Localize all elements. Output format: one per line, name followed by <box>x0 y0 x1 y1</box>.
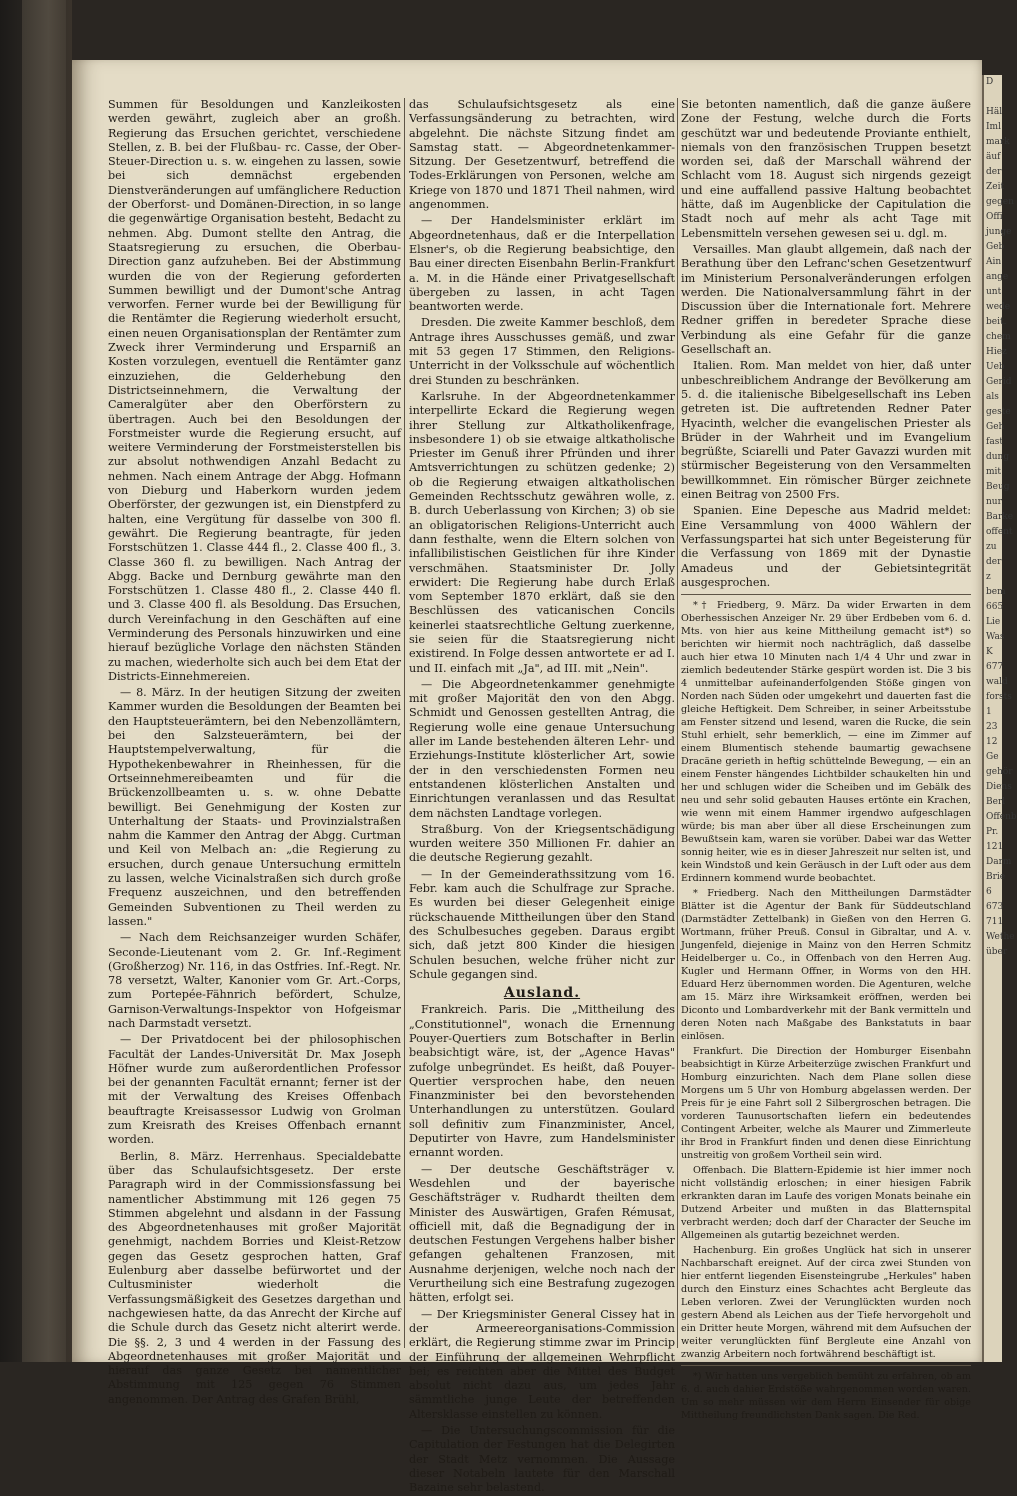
facing-page-fragment: Zeit <box>986 182 1005 192</box>
facing-page-fragment: wede <box>986 302 1011 312</box>
article-paragraph: — In der Gemeinderathssitzung vom 16. Febr. kam auch die Schulfrage zur Sprache. Es wurden bei dieser Gelegenheit einige rückschauende Mittheilungen über den Stand des Schulbesuches gegeben. Daraus ergibt sich, daß jetzt 800 Kinder die hiesigen Schulen besuchen, welche früher nicht zur Schule gegangen sind. <box>409 867 675 981</box>
facing-page-fragment: forsts <box>986 692 1012 702</box>
facing-page-fragment: Hiez <box>986 347 1007 357</box>
facing-page-fragment: ange <box>986 272 1009 282</box>
article-paragraph: Offenbach. Die Blattern-Epidemie ist hier immer noch nicht vollständig erloschen; in einer hiesigen Fabrik erkrankten daran im Laufe des vorigen Monats beinahe ein Dutzend Arbeiter und mußten in das Blatternspital verbracht werden; doch darf der Character der Seuche im Allgemeinen als gutartig bezeichnet werden. <box>681 1165 971 1242</box>
facing-page-fragment: als <box>986 392 999 402</box>
article-paragraph: Versailles. Man glaubt allgemein, daß nach der Berathung über den Lefranc'schen Gesetzentwurf im Ministerium Personalveränderungen erfolgen werden. Die Nationalversammlung fährt in der Discussion über die Internationale fort. Mehrere Redner griffen in beredeter Sprache diese Verbindung als eine Gefahr für die ganze Gesellschaft an. <box>681 242 971 357</box>
facing-page-fragment: geste <box>986 407 1011 417</box>
article-paragraph: — Die Abgeordnetenkammer genehmigte mit großer Majorität den von den Abgg. Schmidt und Genossen gestellten Antrag, die Regierung wolle eine genaue Untersuchung aller im Lande bestehenden älteren Lehr- und Erziehungs-Institute klösterlicher Art, sowie der in den verschiedensten Formen neu entstandenen klösterlichen Anstalten und Einrichtungen veranlassen und das Resultat dem nächsten Landtage vorlegen. <box>409 677 675 820</box>
facing-page-fragment: Was <box>986 632 1005 642</box>
facing-page-fragment: offent <box>986 527 1013 537</box>
facing-page-fragment: Beug <box>986 482 1010 492</box>
facing-page-fragment: bem <box>986 587 1006 597</box>
facing-page-fragment: Offi <box>986 212 1003 222</box>
article-paragraph: — Der deutsche Geschäftsträger v. Wesdehlen und der bayerische Geschäftsträger v. Rudhardt theilten dem Minister des Auswärtigen, Grafen Rémusat, officiell mit, daß die Begnadigung der in deutschen Festungen Vergehens halber bisher gefangen gehaltenen Franzosen, mit Ausnahme derjenigen, welche noch nach der Verurtheilung sich eine Bestrafung zugezogen hätten, erfolgt sei. <box>409 1162 675 1305</box>
article-paragraph: Karlsruhe. In der Abgeordnetenkammer interpellirte Eckard die Regierung wegen ihrer Stellung zur Altkatholikenfrage, insbesondere 1) ob sie etwaige altkatholische Priester im Genuß ihrer Pfründen und ihrer Amtsverrichtungen zu schützen gedenke; 2) ob die Regierung etwaigen altkatholischen Gemeinden Rechtsschutz gewähren wolle, z. B. durch Ueberlassung von Kirchen; 3) ob sie an obligatorischen Religions-Unterricht auch dann festhalte, wenn die Eltern solchen von infallibilistischen Geistlichen für ihre Kinder verschmähen. Staatsminister Dr. Jolly erwidert: Die Regierung habe durch Erlaß vom September 1870 erklärt, daß sie den Beschlüssen des vaticanischen Concils keinerlei staatsrechtliche Geltung zuerkenne, sie seien für die Staatsregierung nicht existirend. In Folge dessen antwortete er ad I. und II. einfach mit „Ja", ad III. mit „Nein". <box>409 389 675 675</box>
newspaper-page <box>72 60 982 1495</box>
article-paragraph: Hachenburg. Ein großes Unglück hat sich in unserer Nachbarschaft ereignet. Auf der circa zwei Stunden von hier entfernt liegenden Eisensteingrube „Herkules" haben durch den Einsturz eines Schachtes acht Bergleute das Leben verloren. Zwei der Verunglückten wurden noch gestern Abend als Leichen aus der Tiefe hervorgeholt und ein Dritter heute Morgen, während mit dem Aufsuchen der weiter verunglückten fünf Bergleute eine Anzahl von zwanzig Arbeitern noch fortwährend beschäftigt ist. <box>681 1245 971 1361</box>
facing-page-fragment: 677 <box>986 662 1004 672</box>
facing-page-fragment: Häl <box>986 107 1003 117</box>
facing-page-fragment: Brie <box>986 872 1006 882</box>
article-paragraph: Sie betonten namentlich, daß die ganze äußere Zone der Festung, welche durch die Forts geschützt war und bedeutende Proviante enthielt, niemals von den französischen Truppen besetzt worden sei, daß der Marschall während der Schlacht vom 18. August sich nirgends gezeigt und eine auffallend passive Haltung beobachtet hätte, daß im Augenblicke der Capitulation die Stadt noch auf mehr als acht Tage mit Lebensmitteln versehen gewesen sei u. dgl. m. <box>681 98 971 240</box>
facing-page-fragment: junge <box>986 227 1012 237</box>
facing-page-fragment: 6 <box>986 887 992 897</box>
facing-page-fragment: Lie <box>986 617 1001 627</box>
facing-page-fragment: der <box>986 167 1002 177</box>
article-paragraph: — 8. März. In der heutigen Sitzung der zweiten Kammer wurden die Besoldungen der Beamten bei den Hauptsteuerämtern, bei den Nebenzollämtern, bei den Salzsteuerämtern, bei der Hauptstempelverwaltung, für die Hypothekenbewahrer in Rheinhessen, für die Ortseinnehmereibeamten und für die Brückenzollbeamten u. s. w. ohne Debatte bewilligt. Bei Genehmigung der Kosten zur Unterhaltung der Staats- und Provinzialstraßen nahm die Kammer den Antrag der Abgg. Curtman und Keil von Melbach an: „die Regierung zu ersuchen, durch genaue Untersuchung ermitteln zu lassen, welche Vicinalstraßen sich durch große Frequenz auszeichnen, und den betreffenden Gemeinden Subventionen zu Theil werden zu lassen." <box>108 686 401 928</box>
facing-page-fragment: Diens <box>986 782 1012 792</box>
facing-page-fragment: über <box>986 947 1008 957</box>
facing-page-fragment: Iml <box>986 122 1001 132</box>
facing-page-fragment: gehör <box>986 767 1013 777</box>
facing-page-fragment: 673 <box>986 902 1004 912</box>
article-paragraph: Frankreich. Paris. Die „Mittheilung des „Constitutionnel", wonach die Ernennung Pouyer-Quertiers zum Botschafter in Berlin beabsichtigt wäre, ist, der „Agence Havas" zufolge unbegründet. Es heißt, daß Pouyer-Quertier versprochen habe, den neuen Finanzminister bei den bevorstehenden Unterhandlungen zu unterstützen. Goulard soll definitiv zum Finanzminister, Ancel, Deputirter von Havre, zum Handelsminister ernannt worden. <box>409 1003 675 1160</box>
facing-page-fragment: gegen <box>986 197 1014 207</box>
column-3 <box>681 98 972 1422</box>
column-2 <box>409 98 675 1495</box>
facing-page-fragment: fast <box>986 437 1003 447</box>
facing-page-fragment: mit <box>986 467 1002 477</box>
facing-page-fragment: Geh <box>986 422 1005 432</box>
facing-page-fragment: äuf <box>986 152 1001 162</box>
facing-page-fragment: Geb <box>986 242 1005 252</box>
article-paragraph: — Der Privatdocent bei der philosophischen Facultät der Landes-Universität Dr. Max Joseph Höfner wurde zum außerordentlichen Professor bei der genannten Facultät ernannt; ferner ist der mit der Verwaltung des Kreises Offenbach beauftragte Kreisassessor Ludwig von Grolman zum Kreisrath des Kreises Offenbach ernannt worden. <box>108 1033 401 1147</box>
facing-page-fragment: mark <box>986 137 1010 147</box>
column-rule <box>404 98 405 1348</box>
facing-page-fragment: 1 <box>986 707 992 717</box>
facing-page-fragment: Wethe <box>986 932 1015 942</box>
facing-page-fragment: 665 <box>986 602 1004 612</box>
facing-page-fragment: 12 <box>986 737 998 747</box>
article-paragraph: Dresden. Die zweite Kammer beschloß, dem Antrage ihres Ausschusses gemäß, und zwar mit 53 gegen 17 Stimmen, den Religions-Unterricht in der Volksschule auf wöchentlich drei Stunden zu beschränken. <box>409 316 675 387</box>
footnote: *) Wir hatten uns vergeblich bemüht zu erfahren, ob am 6. d. auch dahier Erdstöße wahrgenommen worden waren. Um so mehr müssen wir dem Herrn Einsender für obige Mittheilung freundlichsten Dank sagen. Die Red. <box>681 1371 971 1422</box>
facing-page-fragment: Darm <box>986 857 1012 867</box>
article-paragraph: — Nach dem Reichsanzeiger wurden Schäfer, Seconde-Lieutenant vom 2. Gr. Inf.-Regiment (Großherzog) Nr. 116, in das Ostfries. Inf.-Regt. Nr. 78 versetzt, Walter, Kanonier vom Gr. Art.-Corps, zum Portepée-Fähnrich befördert, Schulze, Garnison-Verwaltungs-Inspektor von Hofgeismar nach Darmstadt versetzt. <box>108 931 401 1030</box>
article-paragraph: Spanien. Eine Depesche aus Madrid meldet: Eine Versammlung von 4000 Wählern der Verfassungspartei hat sich unter Begeisterung für die Verfassung von 1869 mit der Dynastie Amadeus und der Gebietsintegrität ausgesprochen. <box>681 504 971 589</box>
section-heading: Ausland. <box>503 985 581 1002</box>
article-paragraph: * Friedberg. Nach den Mittheilungen Darmstädter Blätter ist die Agentur der Bank für Süddeutschland (Darmstädter Zettelbank) in Gießen von den Herren G. Wortmann, früher Preuß. Consul in Gibraltar, und A. v. Jungenfeld, diejenige in Mainz von den Herren Schmitz Heidelberger u. Co., in Offenbach von den Herren Aug. Kugler und Hermann Offner, in Worms von den HH. Eduard Herz übernommen worden. Die Agenturen, welche am 15. März ihre Wirksamkeit eröffnen, werden bei Diconto und Lombardverkehr mit der Bank vermitteln und deren Noten nach Maßgabe des Bankstatuts in baar einlösen. <box>681 888 971 1043</box>
facing-page-fragment: Pr. <box>986 827 999 837</box>
column-1 <box>108 98 401 1406</box>
facing-page-fragment: Barke <box>986 512 1014 522</box>
facing-page-fragment: Gerid <box>986 377 1012 387</box>
facing-page-fragment: K <box>986 647 993 657</box>
facing-page-fragment: Berl <box>986 797 1006 807</box>
article-paragraph: Frankfurt. Die Direction der Homburger Eisenbahn beabsichtigt in Kürze Arbeiterzüge zwischen Frankfurt und Homburg einzurichten. Nach dem Plane sollen diese Morgens um 5 Uhr von Homburg abgelassen werden. Der Preis für je eine Fahrt soll 2 Silbergroschen betragen. Die vorderen Taunusortschaften liefern ein bedeutendes Contingent Arbeiter, welche als Maurer und Zimmerleute ihr Brod in Frankfurt finden und denen diese Einrichtung unstreitig von großem Vortheil sein wird. <box>681 1046 972 1162</box>
article-paragraph: *† Friedberg, 9. März. Da wider Erwarten in dem Oberhessischen Anzeiger Nr. 29 über Erdbeben vom 6. d. Mts. von hier aus keine Mittheilung gemacht ist*) so berichten wir hiermit noch nachträglich, daß dasselbe auch hier etwa 10 Minuten nach 1/4 4 Uhr und zwar in ziemlich bedeutender Stärke gespürt worden ist. Die 3 bis 4 unmittelbar aufeinanderfolgenden Stöße gingen von Norden nach Süden oder umgekehrt und dauerten fast die gleiche Heftigkeit. Dem Schreiber, in seiner Arbeitsstube am Fenster sitzend und lesend, waren die Rucke, die sein Stuhl erhielt, sehr bemerklich, — eine im Zimmer auf einem Blumentisch stehende baumartig gewachsene Dracäne gerieth in heftig schüttelnde Bewegung, — ein an einem Fenster hängendes Lichtbilder schaukelten hin und her und schlugen wider die Scheiben und im Gebälk des neu und sehr solid gebauten Hauses ertönte ein Krachen, wie wenn mit einem Hammer irgendwo aufgeschlagen würde; bis man aber über all diese Erscheinungen zum Bewußtsein kam, waren sie vorüber. Dabei war das Wetter sonnig heiter, wie es in dieser Jahreszeit nur selten ist, und kein Windstoß und kein Geräusch in der Luft oder aus dem Erdinnern kommend wurde beobachtet. <box>681 600 971 885</box>
facing-page-fragment: nur <box>986 497 1002 507</box>
facing-page-fragment: 121 <box>986 842 1004 852</box>
horizontal-rule <box>681 594 971 595</box>
facing-page-fragment: 23 <box>986 722 998 732</box>
article-paragraph: Italien. Rom. Man meldet von hier, daß unter unbeschreiblichem Andrange der Bevölkerung am 5. d. die italienische Bibelgesellschaft ins Leben getreten ist. Die auftretenden Redner Pater Hyacinth, welcher die evangelischen Priester als Brüder in der Wahrheit und im Evangelium begrüßte, Sciarelli und Pater Gavazzi wurden mit stürmischer Begeisterung von den Versammelten bewillkommnet. Ein römischer Bürger zeichnete einen Beitrag von 2500 Frs. <box>681 359 971 502</box>
column-rule <box>677 98 678 1348</box>
facing-page-fragment: Ain <box>986 257 1002 267</box>
facing-page-fragment: z <box>986 572 991 582</box>
facing-page-fragment: wald <box>986 677 1008 687</box>
facing-page-edge <box>982 75 1017 1362</box>
article-paragraph: das Schulaufsichtsgesetz als eine Verfassungsänderung zu betrachten, wird abgelehnt. Die nächste Sitzung findet am Samstag statt. — Abgeordnetenkammer-Sitzung. Der Gesetzentwurf, betreffend die Todes-Erklärungen von Personen, welche am Kriege von 1870 und 1871 Theil nahmen, wird angenommen. <box>409 98 675 212</box>
book-board-edge <box>22 0 66 1362</box>
facing-page-fragment: dung <box>986 452 1010 462</box>
article-paragraph: Berlin, 8. März. Herrenhaus. Specialdebatte über das Schulaufsichtsgesetz. Der erste Paragraph wird in der Commissionsfassung bei namentlicher Abstimmung mit 126 gegen 75 Stimmen abgelehnt und alsdann in der Fassung des Abgeordnetenhauses mit großer Majorität genehmigt, nachdem Borries und Kleist-Retzow gegen das Gesetz gesprochen hatten, Graf Eulenburg aber dasselbe befürwortet und der Cultusminister wiederholt die Verfassungsmäßigkeit des Gesetzes dargethan und nachgewiesen hatte, da das Anrecht der Kirche auf die Schule durch das Gesetz nicht alterirt werde. Die §§. 2, 3 und 4 werden in der Fassung des Abgeordnetenhauses mit großer Majorität und hierauf das ganze Gesetz bei namentlicher Abstimmung mit 125 gegen 76 Stimmen angenommen. Der Antrag des Grafen Brühl, <box>108 1149 401 1406</box>
facing-page-fragment: D <box>986 77 994 87</box>
article-paragraph: — Der Handelsminister erklärt im Abgeordnetenhaus, daß er die Interpellation Elsner's, ob die Regierung beabsichtige, den Bau einer directen Eisenbahn Berlin-Frankfurt a. M. in die Hände einer Privatgesellschaft übergeben zu lassen, in acht Tagen beantworten werde. <box>409 214 675 314</box>
horizontal-rule <box>681 1365 971 1366</box>
article-paragraph: Straßburg. Von der Kriegsentschädigung wurden weitere 350 Millionen Fr. dahier an die deutsche Regierung gezahlt. <box>409 822 675 865</box>
facing-page-fragment: Offenb <box>986 812 1017 822</box>
facing-page-fragment: 711 <box>986 917 1004 927</box>
facing-page-fragment: beit. <box>986 317 1007 327</box>
facing-page-fragment: Ge <box>986 752 999 762</box>
facing-page-fragment: chem <box>986 332 1011 342</box>
facing-page-fragment <box>984 90 1002 105</box>
facing-page-fragment: Ueb <box>986 362 1005 372</box>
facing-page-fragment: unt <box>986 287 1002 297</box>
article-paragraph: — Der Kriegsminister General Cissey hat in der Armeereorganisations-Commission erklärt, die Regierung stimme zwar im Princip der Einführung der allgemeinen Wehrpflicht bei; es reichten aber die Mittel des Budget absolut nicht dazu aus, um jedes Jahr sämmtliche junge Leute der betreffenden Altersklasse einstellen zu können. <box>409 1307 675 1421</box>
facing-page-fragment: der <box>986 557 1002 567</box>
facing-page-fragment: zu <box>986 542 997 552</box>
article-paragraph: — Die Untersuchungscommission für die Capitulation der Festungen hat die Delegirten der Stadt Metz vernommen. Die Aussage dieser Notabeln lautete für den Marschall Bazaine sehr belastend. <box>409 1424 675 1495</box>
article-paragraph: Summen für Besoldungen und Kanzleikosten werden gewährt, zugleich aber an großh. Regierung das Ersuchen gerichtet, verschiedene Stellen, z. B. bei der Flußbau- rc. Casse, der Ober-Steuer-Direction u. s. w. eingehen zu lassen, sowie bei sich demnächst ergebenden Dienstveränderungen auf umfänglichere Reduction der Oberforst- und Domänen-Direction, in so lange die gegenwärtige Organisation besteht, Bedacht zu nehmen. Abg. Dumont stellte den Antrag, die Staatsregierung zu ersuchen, die Oberbau-Direction ganz aufzuheben. Bei der Abstimmung wurden die von der Regierung geforderten Summen bewilligt und der Dumont'sche Antrag verworfen. Ferner wurde bei der Bewilligung für die Rentämter die Regierung wiederholt ersucht, einen neuen Organisationsplan der Rentämter zum Zweck ihrer Verminderung und Ersparniß an Kosten vorzulegen, eventuell die Rentämter ganz einzuziehen, die Gelderhebung den Districtseinnehmern, die Verwaltung der Cameralgüter aber den Oberförstern zu übertragen. Auch bei den Besoldungen der Forstmeister wurde die Regierung ersucht, auf weitere Verminderung der Forstmeisterstellen bis zur absolut nothwendigen Anzahl Bedacht zu nehmen. Nach einem Antrage der Abgg. Hofmann von Dieburg und Haberkorn wurden jedem Oberförster, der gezwungen ist, ein Dienstpferd zu halten, eine Vergütung für dasselbe von 300 fl. gewährt. Die Regierung beantragte, für jeden Forstschützen 1. Classe 444 fl., 2. Classe 400 fl., 3. Classe 360 fl. zu bewilligen. Nach Antrag der Abgg. Backe und Dernburg gewährte man den Forstschützen 1. Classe 480 fl., 2. Classe 440 fl. und 3. Classe 400 fl. als Besoldung. Das Ersuchen, durch Vereinfachung in den Geschäften auf eine Verminderung des Personals hinzuwirken und eine hierauf bezügliche Vorlage den nächsten Ständen zu machen, wiederholte sich auch bei dem Etat der Districts-Einnehmereien. <box>108 98 401 683</box>
